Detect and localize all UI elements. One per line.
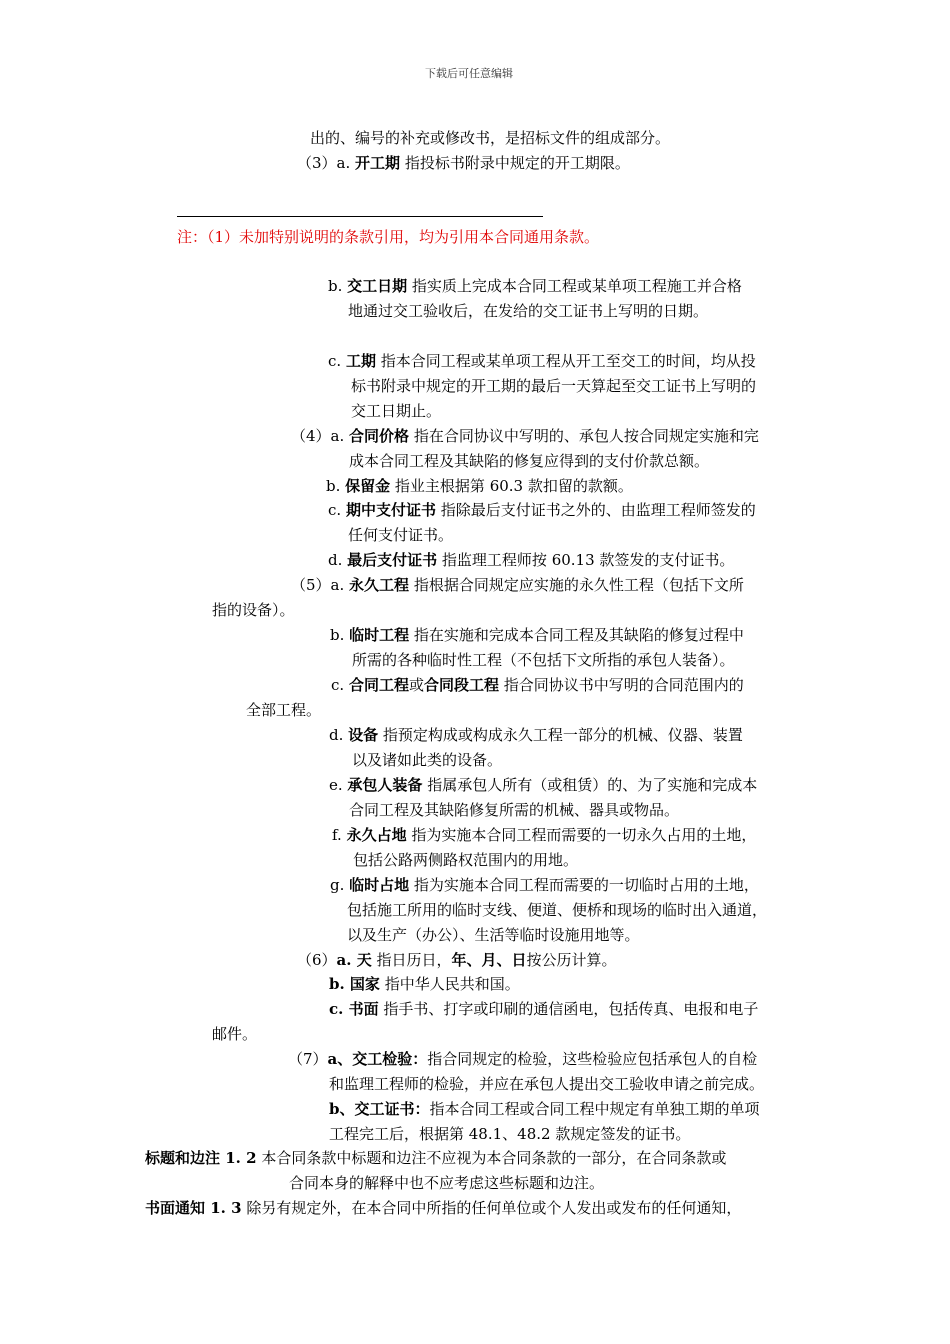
line-28: 以及生产（办公）、生活等临时设施用地等。 [347,926,640,944]
line-33: （7）a、交工检验：指合同规定的检验，这些检验应包括承包人的自检 [288,1050,758,1068]
line-14: （5）a. 永久工程 指根据合同规定应实施的永久性工程（包括下文所 [291,576,744,594]
line-25: 包括公路两侧路权范围内的用地。 [353,851,579,869]
footnote-separator [177,216,543,217]
line-08: （4）a. 合同价格 指在合同协议中写明的、承包人按合同规定实施和完 [291,427,759,445]
line-19: 全部工程。 [246,701,322,719]
line-12: 任何支付证书。 [348,526,454,544]
line-27: 包括施工所用的临时支线、便道、便桥和现场的临时出入通道， [347,901,768,919]
line-26: g. 临时占地 指为实施本合同工程而需要的一切临时占用的土地， [330,876,759,894]
line-02: （3）a. 开工期 指投标书附录中规定的开工期限。 [297,154,630,172]
line-32: 邮件。 [212,1025,258,1043]
line-04: 地通过交工验收后，在发给的交工证书上写明的日期。 [348,302,709,320]
line-01: 出的、编号的补充或修改书，是招标文件的组成部分。 [310,129,671,147]
line-16: b. 临时工程 指在实施和完成本合同工程及其缺陷的修复过程中 [330,626,744,644]
line-39: 书面通知 1. 3 除另有规定外，在本合同中所指的任何单位或个人发出或发布的任何通知， [145,1199,742,1217]
line-31: c. 书面 指手书、打字或印刷的通信函电，包括传真、电报和电子 [329,1000,759,1018]
line-10: b. 保留金 指业主根据第 60.3 款扣留的款额。 [326,477,633,495]
line-35: b、交工证书：指本合同工程或合同工程中规定有单独工期的单项 [329,1100,760,1118]
line-13: d. 最后支付证书 指监理工程师按 60.13 款签发的支付证书。 [328,551,735,569]
line-17: 所需的各种临时性工程（不包括下文所指的承包人装备）。 [352,651,735,669]
line-23: 合同工程及其缺陷修复所需的机械、器具或物品。 [349,801,680,819]
footnote: 注：（1）未加特别说明的条款引用，均为引用本合同通用条款。 [177,228,600,246]
line-09: 成本合同工程及其缺陷的修复应得到的支付价款总额。 [349,452,710,470]
line-05: c. 工期 指本合同工程或某单项工程从开工至交工的时间，均从投 [328,352,756,370]
line-03: b. 交工日期 指实质上完成本合同工程或某单项工程施工并合格 [328,277,742,295]
line-29: （6）a. 天 指日历日，年、月、日按公历计算。 [297,951,617,969]
line-11: c. 期中支付证书 指除最后支付证书之外的、由监理工程师签发的 [328,501,756,519]
line-22: e. 承包人装备 指属承包人所有（或租赁）的、为了实施和完成本 [329,776,758,794]
line-06: 标书附录中规定的开工期的最后一天算起至交工证书上写明的 [351,377,757,395]
line-38: 合同本身的解释中也不应考虑这些标题和边注。 [289,1174,605,1192]
line-21: 以及诸如此类的设备。 [352,751,503,769]
line-37: 标题和边注 1. 2 本合同条款中标题和边注不应视为本合同条款的一部分，在合同条款或 [145,1149,727,1167]
line-18: c. 合同工程或合同段工程 指合同协议书中写明的合同范围内的 [331,676,744,694]
page-header: 下载后可任意编辑 [425,67,513,80]
line-30: b. 国家 指中华人民共和国。 [329,975,520,993]
line-24: f. 永久占地 指为实施本合同工程而需要的一切永久占用的土地， [332,826,757,844]
line-07: 交工日期止。 [351,402,442,420]
line-36: 工程完工后，根据第 48.1、48.2 款规定签发的证书。 [329,1125,691,1143]
line-15: 指的设备）。 [212,601,295,619]
line-34: 和监理工程师的检验，并应在承包人提出交工验收申请之前完成。 [329,1075,765,1093]
line-20: d. 设备 指预定构成或构成永久工程一部分的机械、仪器、装置 [329,726,743,744]
